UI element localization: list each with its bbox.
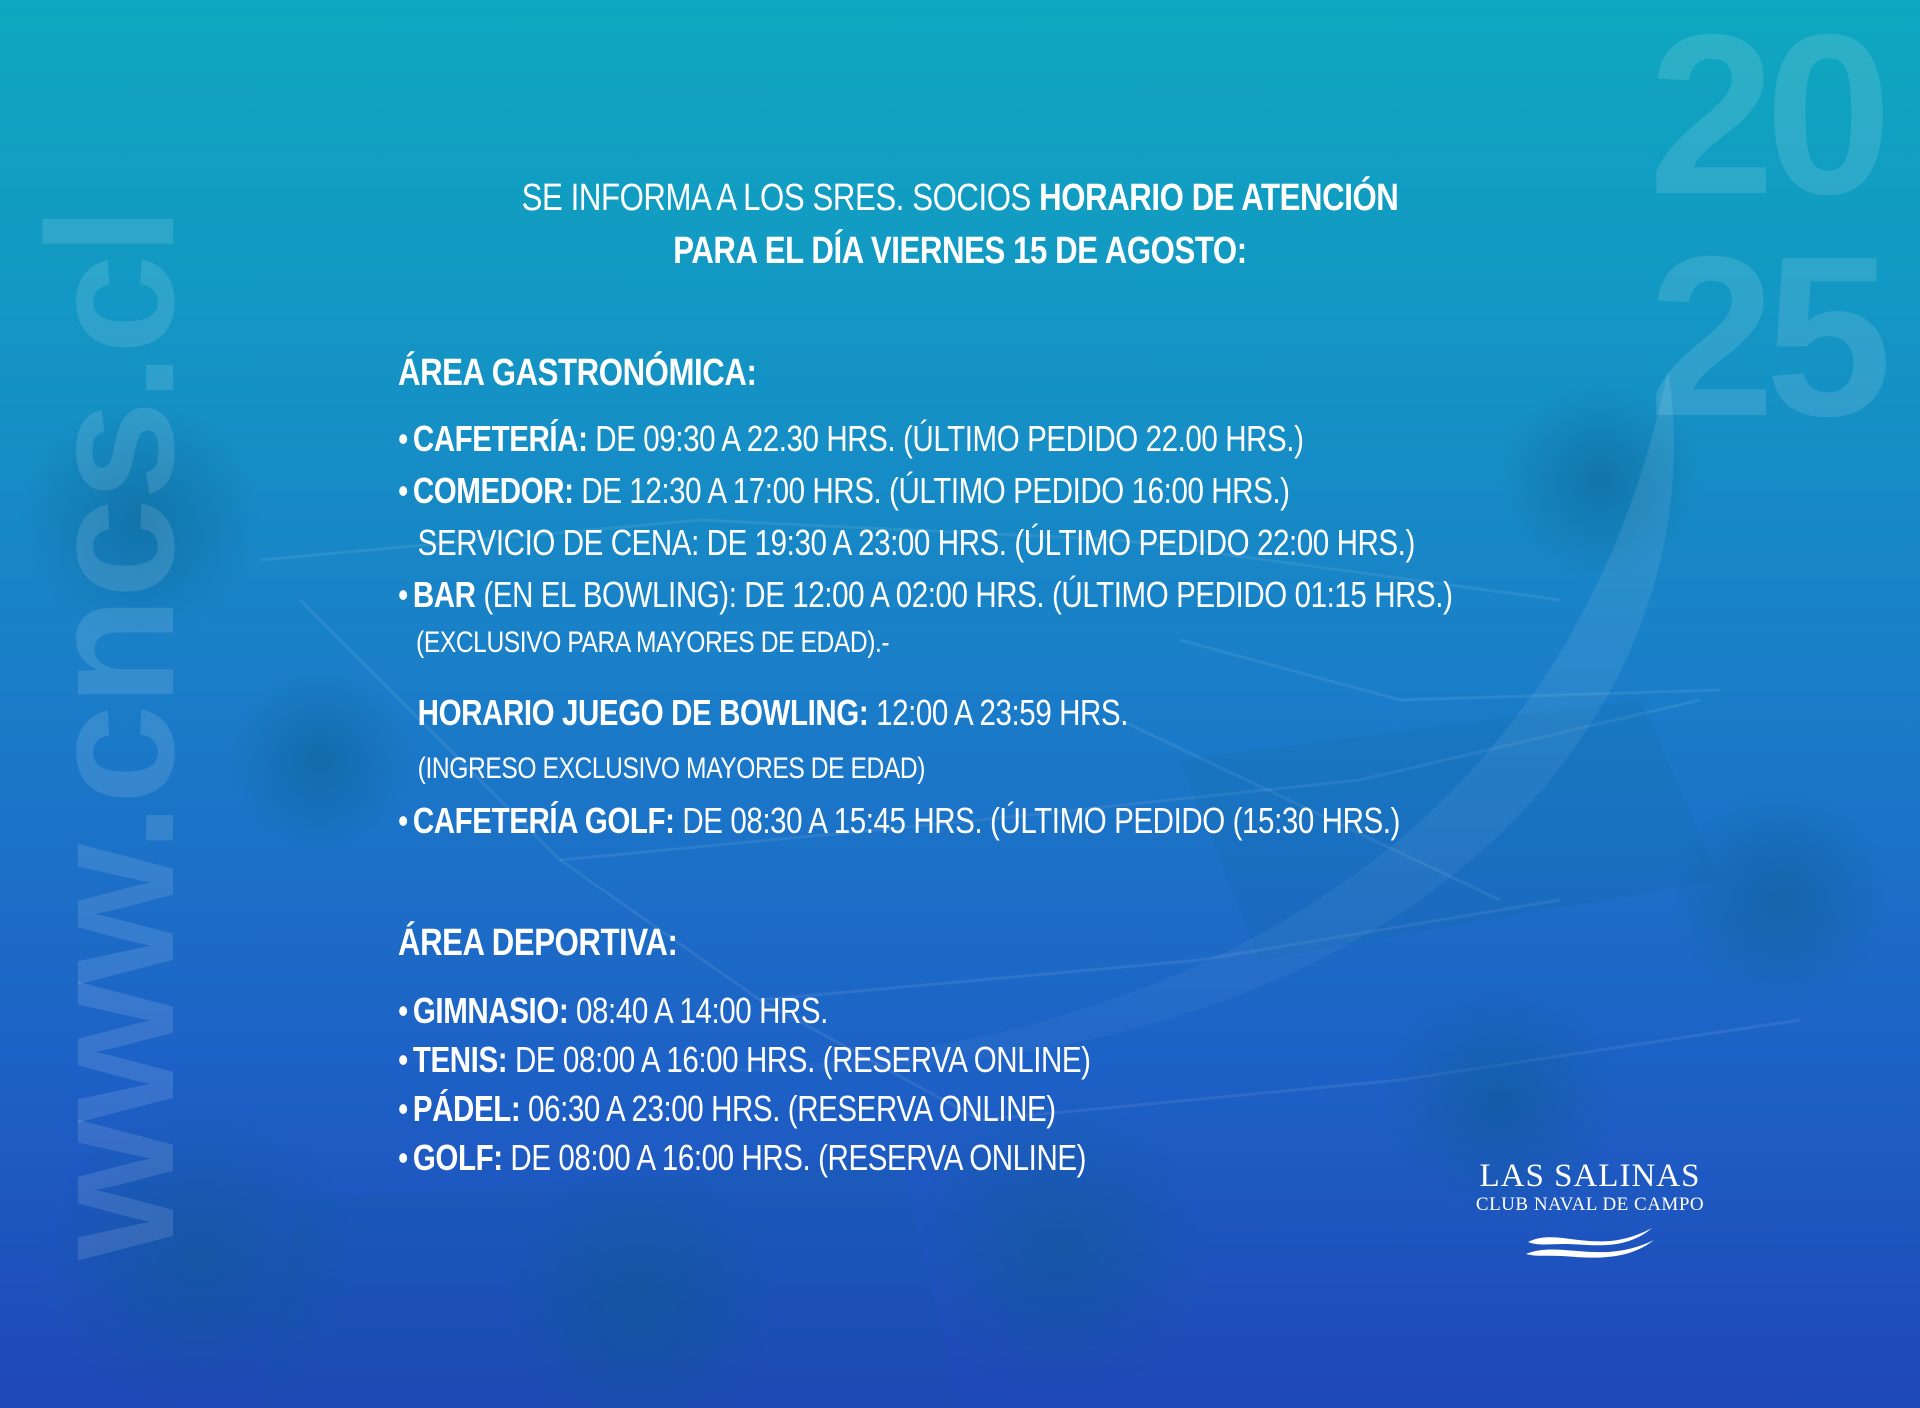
gimnasio-label: GIMNASIO:: [412, 990, 569, 1031]
website-watermark: www.cncs.cl: [11, 208, 212, 1260]
notice-highlight: HORARIO DE ATENCIÓN: [1039, 177, 1399, 219]
list-item-cafeteria: [398, 418, 1304, 460]
bullet-icon: •: [398, 990, 408, 1031]
bullet-icon: •: [398, 1039, 408, 1080]
notice-heading: [501, 172, 1419, 278]
comedor-dinner-service: SERVICIO DE CENA: DE 19:30 A 23:00 HRS. (ÚLTIMO PEDIDO 22:00 HRS.): [417, 522, 1415, 563]
list-item-bar: [398, 574, 1453, 616]
cafeteria-hours: DE 09:30 A 22.30 HRS. (ÚLTIMO PEDIDO 22.00 HRS.): [587, 418, 1304, 459]
bowling-label: HORARIO JUEGO DE BOWLING:: [417, 692, 869, 733]
list-item-golf: [398, 1137, 1086, 1179]
bar-note: (EXCLUSIVO PARA MAYORES DE EDAD).-: [416, 626, 890, 659]
cafeteria-label: CAFETERÍA:: [412, 418, 588, 459]
bowling-hours: 12:00 A 23:59 HRS.: [868, 692, 1129, 733]
bullet-icon: •: [398, 1137, 408, 1178]
cafeteria-golf-hours: DE 08:30 A 15:45 HRS. (ÚLTIMO PEDIDO (15:30 HRS.): [674, 800, 1400, 841]
year-top-digits: 20: [1648, 0, 1882, 242]
bar-label: BAR: [412, 574, 476, 615]
comedor-label: COMEDOR:: [412, 470, 574, 511]
gastronomy-title: ÁREA GASTRONÓMICA:: [398, 352, 757, 394]
bowling-note: (INGRESO EXCLUSIVO MAYORES DE EDAD): [417, 752, 926, 785]
club-logo: [1462, 1158, 1718, 1266]
bowling-hours-line: [418, 692, 1128, 734]
padel-label: PÁDEL:: [412, 1088, 521, 1129]
cafeteria-golf-label: CAFETERÍA GOLF:: [412, 800, 675, 841]
bullet-icon: •: [398, 800, 408, 841]
list-item-cafeteria-golf: [398, 800, 1400, 842]
list-item-tenis: [398, 1039, 1091, 1081]
bullet-icon: •: [398, 470, 408, 511]
notice-line-2: PARA EL DÍA VIERNES 15 DE AGOSTO:: [673, 230, 1247, 272]
waves-icon: [1520, 1220, 1660, 1266]
list-item-padel: [398, 1088, 1056, 1130]
notice-intro: SE INFORMA A LOS SRES. SOCIOS: [521, 177, 1040, 219]
golf-label: GOLF:: [412, 1137, 503, 1178]
sports-title: ÁREA DEPORTIVA:: [398, 922, 678, 964]
comedor-hours: DE 12:30 A 17:00 HRS. (ÚLTIMO PEDIDO 16:00 HRS.): [573, 470, 1290, 511]
tenis-label: TENIS:: [412, 1039, 508, 1080]
year-bottom-digits: 25: [1648, 210, 1882, 464]
bullet-icon: •: [398, 1088, 408, 1129]
tenis-hours: DE 08:00 A 16:00 HRS. (RESERVA ONLINE): [507, 1039, 1091, 1080]
logo-title: LAS SALINAS: [1479, 1158, 1701, 1194]
bullet-icon: •: [398, 418, 408, 459]
notice-line-1: [501, 172, 1419, 225]
bar-hours: (EN EL BOWLING): DE 12:00 A 02:00 HRS. (ÚLTIMO PEDIDO 01:15 HRS.): [475, 574, 1453, 615]
gimnasio-hours: 08:40 A 14:00 HRS.: [568, 990, 828, 1031]
logo-subtitle: CLUB NAVAL DE CAMPO: [1475, 1194, 1705, 1215]
list-item-gimnasio: [398, 990, 828, 1032]
golf-hours: DE 08:00 A 16:00 HRS. (RESERVA ONLINE): [502, 1137, 1087, 1178]
padel-hours: 06:30 A 23:00 HRS. (RESERVA ONLINE): [520, 1088, 1056, 1129]
bullet-icon: •: [398, 574, 408, 615]
list-item-comedor: [398, 470, 1290, 512]
